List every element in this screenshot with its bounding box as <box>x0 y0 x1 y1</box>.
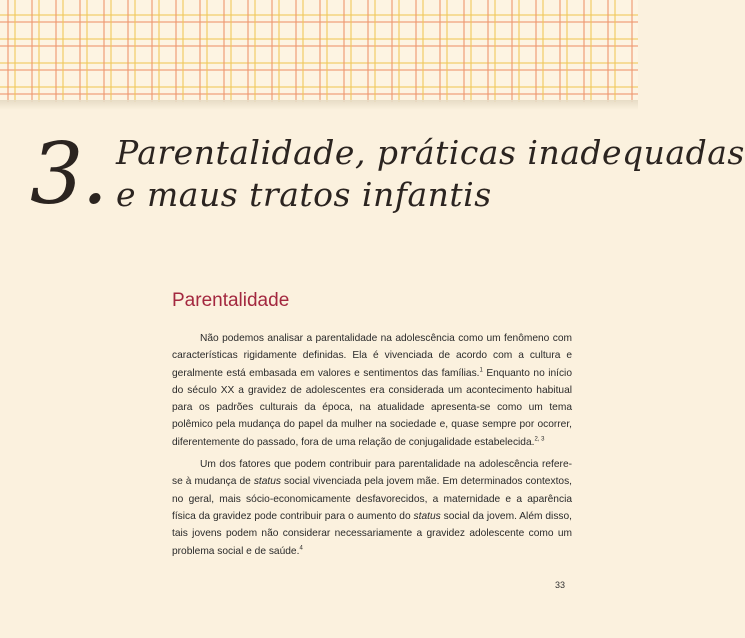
status-term-1: status <box>253 476 281 488</box>
header-shadow <box>0 100 638 110</box>
section-heading: Parentalidade <box>172 290 290 311</box>
chapter-number: 3. <box>30 125 107 223</box>
paragraph-1-text-a: Não podemos analisar a parentalidade na adolescência como um fenômeno com características rigidamente definidas. Ela é vivenciada de acordo com a cultura e geralmente está embasada em valores e sentimentos das famílias. <box>172 333 572 379</box>
plaid-header-pattern <box>0 0 638 102</box>
chapter-title-line1: Parentalidade, práticas inadequadas <box>116 133 745 172</box>
paragraph-1-text-b: Enquanto no início do século XX a gravidez de adolescentes era considerada um acontecimento habitual para os padrões culturais da época, na atualidade apresenta-se como um tema polêmico pela mudança do papel da mulher na sociedade e, quase sempre por ocorrer, diferentemente do passado, fora de uma relação de conjugalidade estabelecida. <box>172 367 572 448</box>
paragraph-2-text-a: Um dos fatores que podem contribuir para parentalidade na adolescência refere-se à mudança de <box>172 459 572 488</box>
footnote-ref-2: 2, 3 <box>534 436 545 443</box>
paragraph-2-text-b: social vivenciada pela jovem mãe. Em determinados contextos, no geral, mais sócio-economicamente desfavorecidos, a maternidade e a aparência física da gravidez pode contribuir para o aumento do <box>172 476 572 522</box>
chapter-title <box>116 132 745 216</box>
chapter-title-line2: e maus tratos infantis <box>116 175 492 214</box>
footnote-ref-3: 4 <box>299 545 303 552</box>
page-number: 33 <box>554 580 565 590</box>
footnote-ref-1: 1 <box>479 367 483 374</box>
paragraph-2-text-c: social da jovem. Além disso, tais jovens podem não considerar necessariamente a gravidez adolescente como um problema social e de saúde. <box>172 510 573 557</box>
status-term-2: status <box>413 510 441 522</box>
paragraph-2 <box>172 456 572 560</box>
paragraph-1 <box>172 330 572 451</box>
body-text <box>172 330 572 565</box>
